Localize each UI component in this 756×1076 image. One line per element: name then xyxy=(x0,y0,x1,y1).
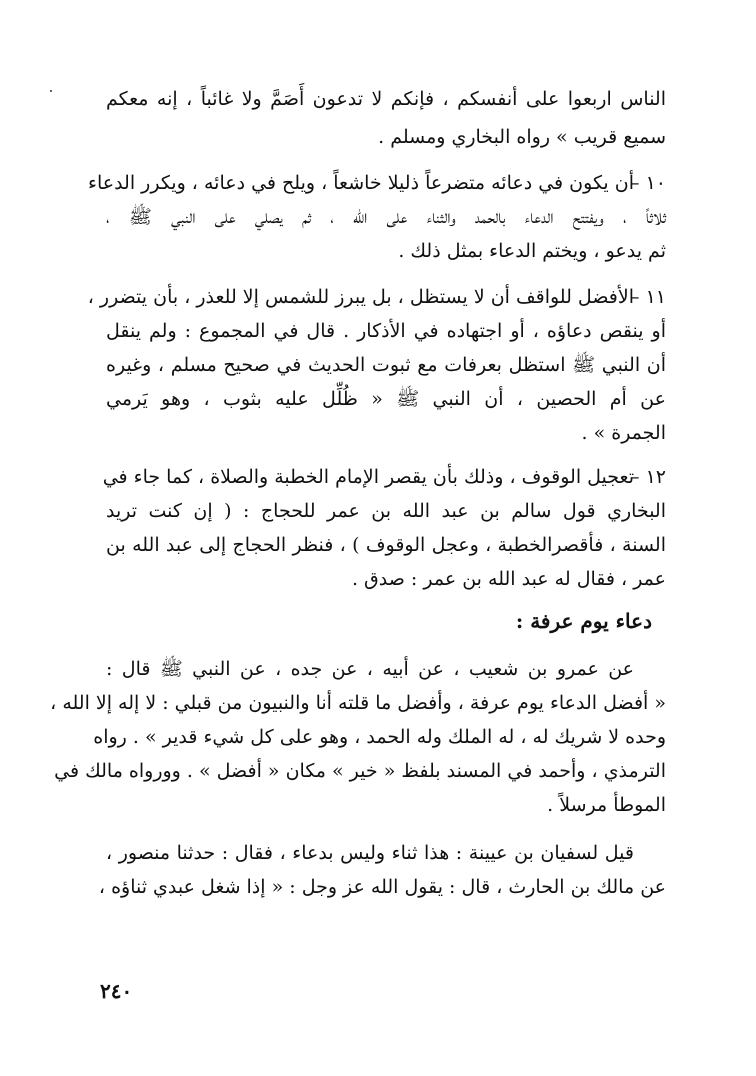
paragraph-2-line-2: عن مالك بن الحارث ، قال : يقول الله عز وجل : « إذا شغل عبدي ثناؤه ، xyxy=(98,876,666,898)
item-10-line-2: ثلاثاً ، ويفتتح الدعاء بالحمد والثناء على الله ، ثم يصلي على النبي ﷺ ، xyxy=(106,206,666,228)
paragraph-1-line-4: الترمذي ، وأحمد في المسند بلفظ « خير » مكان « أفضل » . وورواه مالك في xyxy=(54,760,666,782)
item-number-12: ١٢ – xyxy=(630,466,666,488)
item-11-line-5: الجمرة » . xyxy=(581,422,666,444)
item-number-11: ١١ – xyxy=(630,286,666,308)
item-12-line-4: عمر ، فقال له عبد الله بن عمر : صدق . xyxy=(351,568,666,590)
paragraph-1-line-5: الموطأ مرسلاً . xyxy=(547,794,666,816)
scan-speck xyxy=(50,90,52,92)
paragraph-1-line-1: عن عمرو بن شعيب ، عن أبيه ، عن جده ، عن النبي ﷺ قال : xyxy=(106,658,634,680)
section-heading: دعاء يوم عرفة : xyxy=(515,609,652,633)
item-number-10: ١٠ – xyxy=(630,172,666,194)
continuation-line-2: سميع قريب » رواه البخاري ومسلم . xyxy=(378,126,666,148)
paragraph-1-line-3: وحده لا شريك له ، له الملك وله الحمد ، وهو على كل شيء قدير » . رواه xyxy=(93,726,666,748)
item-11-line-2: أو ينقص دعاؤه ، أو اجتهاده في الأذكار . قال في المجموع : ولم ينقل xyxy=(106,320,666,342)
item-10-line-3: ثم يدعو ، ويختم الدعاء بمثل ذلك . xyxy=(398,240,666,262)
item-11-line-1: الأفضل للواقف أن لا يستظل ، بل يبرز للشمس إلا للعذر ، بأن يتضرر ، xyxy=(87,286,634,308)
paragraph-1-line-2: « أفضل الدعاء يوم عرفة ، وأفضل ما قلته أنا والنبيون من قبلي : لا إله إلا الله ، xyxy=(50,692,666,714)
continuation-line-1: الناس اربعوا على أنفسكم ، فإنكم لا تدعون أَصَمَّ ولا غائباً ، إنه معكم xyxy=(106,88,666,110)
item-11-line-4: عن أم الحصين ، أن النبي ﷺ « ظُلِّل عليه بثوب ، وهو يَرمي xyxy=(106,388,666,410)
item-12-line-2: البخاري قول سالم بن عبد الله بن عمر للحجاج : ( إن كنت تريد xyxy=(106,500,666,522)
item-10-line-1: أن يكون في دعائه متضرعاً ذليلا خاشعاً ، ويلح في دعائه ، ويكرر الدعاء xyxy=(88,172,634,194)
item-12-line-3: السنة ، فأقصرالخطبة ، وعجل الوقوف ) ، فنظر الحجاج إلى عبد الله بن xyxy=(106,534,666,556)
item-12-line-1: تعجيل الوقوف ، وذلك بأن يقصر الإمام الخطبة والصلاة ، كما جاء في xyxy=(102,466,634,488)
item-11-line-3: أن النبي ﷺ استظل بعرفات مع ثبوت الحديث في صحيح مسلم ، وغيره xyxy=(106,354,666,376)
page-number: ٢٤٠ xyxy=(100,979,133,1003)
paragraph-2-line-1: قيل لسفيان بن عيينة : هذا ثناء وليس بدعاء ، فقال : حدثنا منصور ، xyxy=(106,842,634,864)
